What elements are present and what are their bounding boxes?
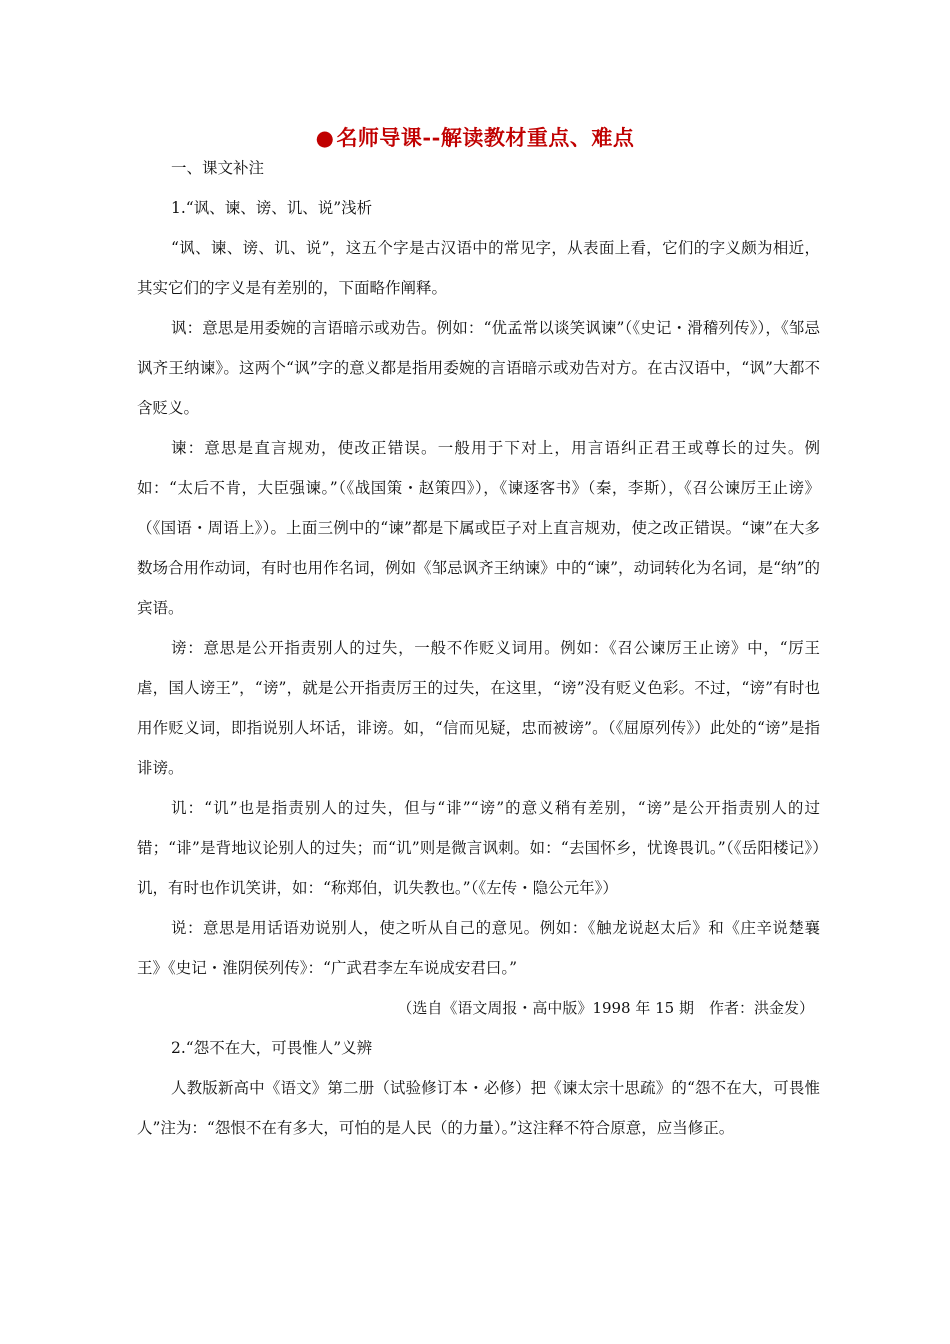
paragraph-ji: 讥：“讥”也是指责别人的过失，但与“诽”“谤”的意义稍有差别，“谤”是公开指责别人的过错；“诽”是背地议论别人的过失；而“讥”则是微言讽刺。如：“去国怀乡，忧谗畏讥。”（《岳阳楼记》）讥，有时也作讥笑讲，如：“称郑伯，讥失教也。”（《左传・隐公元年》） [137, 799, 820, 897]
page-title-text: 名师导课--解读教材重点、难点 [336, 125, 635, 150]
paragraph-feng: 讽：意思是用委婉的言语暗示或劝告。例如：“优孟常以谈笑讽谏”（《史记・滑稽列传》），《邹忌讽齐王纳谏》。这两个“讽”字的意义都是指用委婉的言语暗示或劝告对方。在古汉语中，“讽”大都不含贬义。 [137, 319, 820, 417]
item-heading-2: 2.“怨不在大，可畏惟人”义辨 [171, 1039, 373, 1057]
item-heading-1: 1.“讽、谏、谤、讥、说”浅析 [171, 199, 373, 217]
source-citation: （选自《语文周报・高中版》1998 年 15 期 作者：洪金发） [397, 999, 814, 1017]
paragraph-jian: 谏：意思是直言规劝，使改正错误。一般用于下对上，用言语纠正君王或尊长的过失。例如：“太后不肯，大臣强谏。”（《战国策・赵策四》），《谏逐客书》（秦，李斯），《召公谏厉王止谤》（《国语・周语上》）。上面三例中的“谏”都是下属或臣子对上直言规劝，使之改正错误。“谏”在大多数场合用作动词，有时也用作名词，例如《邹忌讽齐王纳谏》中的“谏”，动词转化为名词，是“纳”的宾语。 [137, 439, 820, 617]
paragraph-intro: “讽、谏、谤、讥、说”，这五个字是古汉语中的常见字，从表面上看，它们的字义颇为相近，其实它们的字义是有差别的，下面略作阐释。 [137, 239, 820, 297]
paragraph-shuo: 说：意思是用话语劝说别人，使之听从自己的意见。例如：《触龙说赵太后》和《庄辛说楚襄王》《史记・淮阴侯列传》：“广武君李左车说成安君曰。” [137, 919, 820, 977]
paragraph-bang: 谤：意思是公开指责别人的过失，一般不作贬义词用。例如：《召公谏厉王止谤》中，“厉王虐，国人谤王”，“谤”，就是公开指责厉王的过失，在这里，“谤”没有贬义色彩。不过，“谤”有时也用作贬义词，即指说别人坏话，诽谤。如，“信而见疑，忠而被谤”。（《屈原列传》）此处的“谤”是指诽谤。 [137, 639, 820, 777]
bullet-icon: ● [315, 125, 335, 150]
section-heading: 一、课文补注 [171, 159, 265, 177]
document-body [137, 148, 820, 1148]
paragraph-item2: 人教版新高中《语文》第二册（试验修订本・必修）把《谏太宗十思疏》的“怨不在大，可畏惟人”注为：“怨恨不在有多大，可怕的是人民（的力量）。”这注释不符合原意，应当修正。 [137, 1079, 820, 1137]
